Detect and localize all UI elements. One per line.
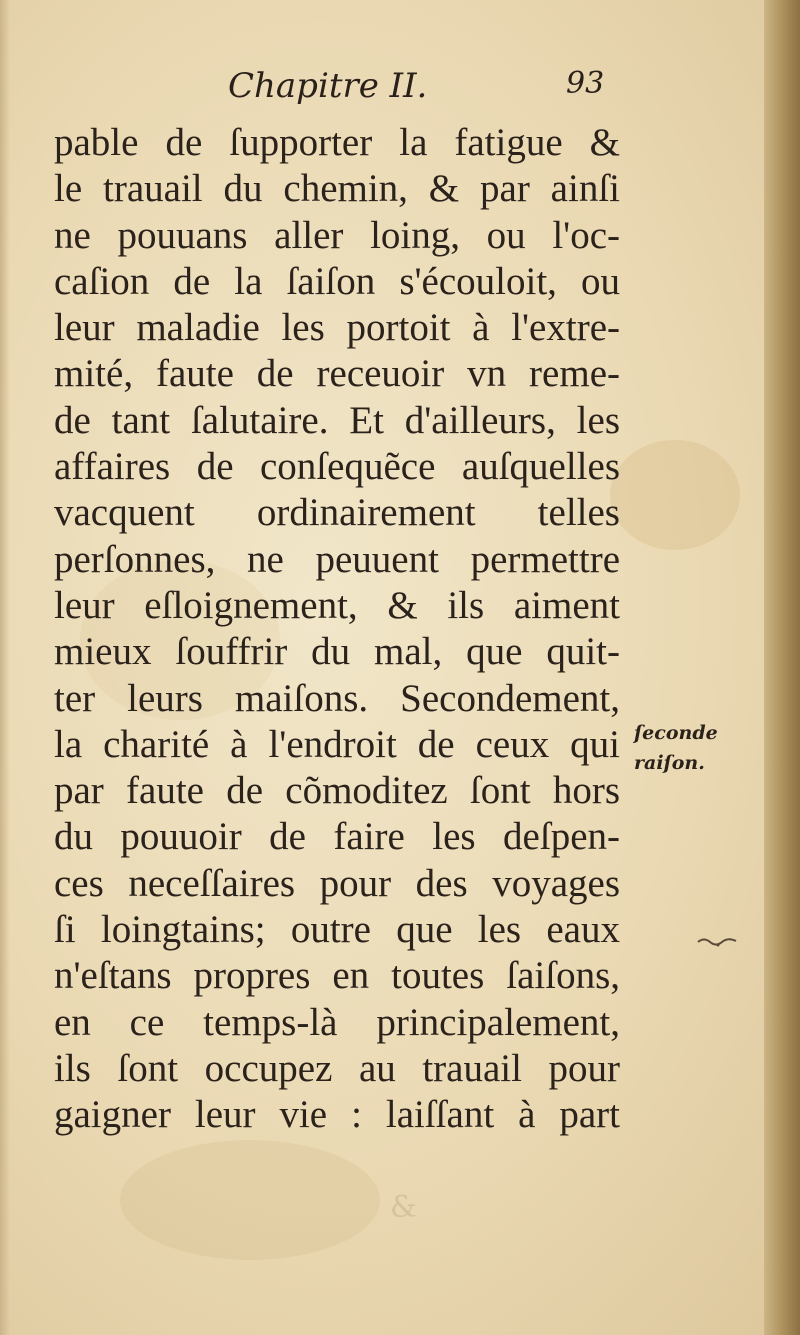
text-line: n'eſtans propres en toutes ſaiſons,	[54, 954, 620, 998]
page-left-edge	[0, 0, 10, 1335]
text-line: affaires de conſequẽce auſquelles	[54, 445, 620, 489]
paper-stain	[120, 1140, 380, 1260]
margin-note-line: raiſon.	[634, 752, 705, 774]
margin-note	[634, 718, 744, 778]
text-line: mité, faute de receuoir vn reme-	[54, 352, 620, 396]
text-line: du pouuoir de faire les deſpen-	[54, 815, 620, 859]
margin-note-line: ſeconde	[634, 722, 718, 744]
text-line: gaigner leur vie : laiſſant à part	[54, 1093, 620, 1137]
text-line: vacquent ordinairement telles	[54, 491, 620, 535]
text-line: leur eſloignement, & ils aiment	[54, 583, 620, 627]
text-line: ne pouuans aller loing, ou l'oc-	[54, 213, 620, 257]
ink-smudge	[696, 936, 740, 948]
paper-stain	[610, 440, 740, 550]
page-number: 93	[566, 66, 605, 101]
text-line: ſi loingtains; outre que les eaux	[54, 908, 620, 952]
text-line: pable de ſupporter la fatigue &	[54, 121, 620, 164]
running-header	[228, 66, 628, 116]
text-line: ter leurs maiſons. Secondement,	[54, 676, 620, 720]
text-line: ces neceſſaires pour des voyages	[54, 861, 620, 905]
text-line: perſonnes, ne peuuent permettre	[54, 537, 620, 581]
text-line: ils ſont occupez au trauail pour	[54, 1046, 620, 1090]
text-line: par faute de cõmoditez ſont hors	[54, 769, 620, 813]
chapter-title: Chapitre II.	[228, 66, 428, 106]
text-line: en ce temps-là principalement,	[54, 1000, 620, 1044]
text-line: caſion de la ſaiſon s'écouloit, ou	[54, 259, 620, 303]
text-line: leur maladie les portoit à l'extre-	[54, 306, 620, 350]
body-text	[54, 120, 620, 1139]
text-line: mieux ſouffrir du mal, que quit-	[54, 630, 620, 674]
text-line: de tant ſalutaire. Et d'ailleurs, les	[54, 398, 620, 442]
page-right-edge	[764, 0, 800, 1335]
bleed-through-text: &	[390, 1190, 418, 1225]
text-line: la charité à l'endroit de ceux qui	[54, 722, 620, 766]
text-line: le trauail du chemin, & par ainſi	[54, 167, 620, 211]
